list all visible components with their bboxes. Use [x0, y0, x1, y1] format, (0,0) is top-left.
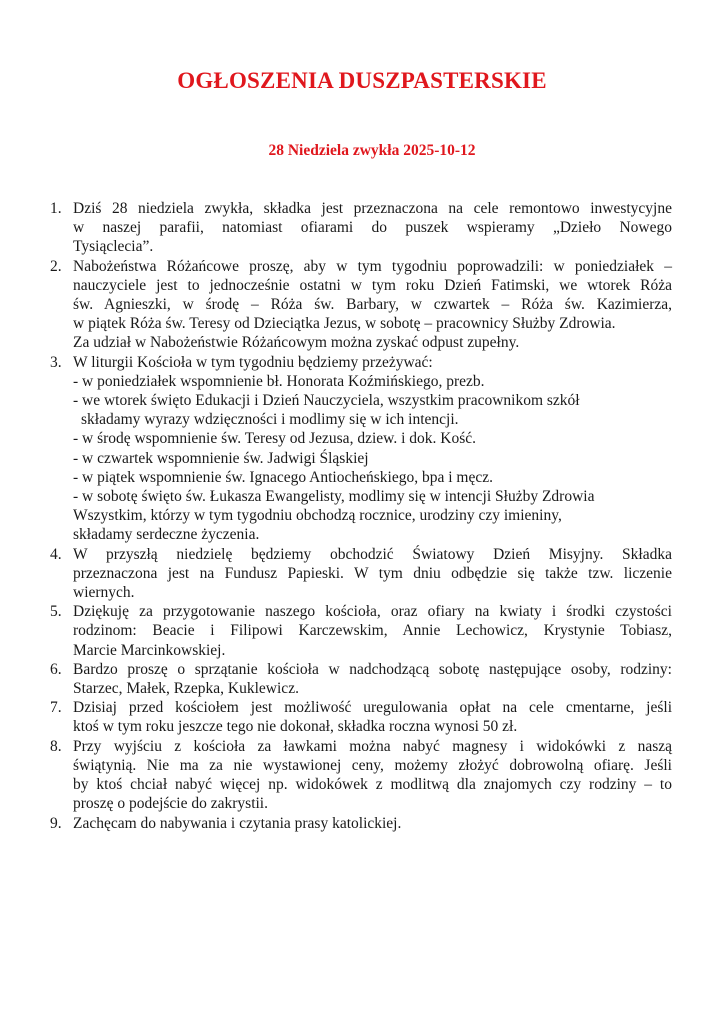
announcement-line: składamy serdeczne życzenia.: [73, 526, 260, 544]
announcement-number: 3.: [50, 353, 62, 371]
announcement-item: [50, 698, 672, 736]
announcement-line: - w środę wspomnienie św. Teresy od Jezusa, dziew. i dok. Kość.: [73, 430, 476, 448]
announcement-line: by ktoś chciał nabyć więcej np. widokówek z modlitwą dla znajomych czy rodziny – to: [73, 776, 672, 794]
announcement-number: 6.: [50, 660, 62, 678]
announcement-line: - w sobotę święto św. Łukasza Ewangelisty, modlimy się w intencji Służby Zdrowia: [73, 488, 595, 506]
announcement-number: 9.: [50, 814, 62, 832]
announcement-line: Starzec, Małek, Rzepka, Kuklewicz.: [73, 680, 299, 698]
announcement-line: św. Agnieszki, w środę – Róża św. Barbary, w czwartek – Róża św. Kazimierza,: [73, 296, 672, 314]
announcement-line: ktoś w tym roku jeszcze tego nie dokonał, składka roczna wynosi 50 zł.: [73, 718, 518, 736]
announcements-list: [50, 199, 672, 833]
announcement-line: Dzisiaj przed kościołem jest możliwość uregulowania opłat na cele cmentarne, jeśli: [73, 699, 672, 717]
announcement-line: - w czwartek wspomnienie św. Jadwigi Śląskiej: [73, 449, 369, 467]
announcement-line: proszę o podejście do zakrystii.: [73, 795, 268, 813]
announcement-number: 1.: [50, 200, 62, 217]
announcement-line: w naszej parafii, natomiast ofiarami do puszek wspieramy „Dzieło Nowego: [73, 219, 672, 237]
page-subtitle: 28 Niedziela zwykła 2025-10-12: [268, 142, 476, 159]
announcement-line: wiernych.: [73, 584, 135, 602]
announcement-line: - w piątek wspomnienie św. Ignacego Antiocheńskiego, bpa i męcz.: [73, 468, 493, 486]
announcement-line: rodzinom: Beacie i Filipowi Karczewskim, Annie Lechowicz, Krystynie Tobiasz,: [73, 622, 672, 640]
announcement-line: Bardzo proszę o sprzątanie kościoła w nadchodzącą sobotę następujące osoby, rodziny:: [73, 660, 672, 678]
announcement-number: 8.: [50, 737, 62, 755]
announcement-line: świątynią. Nie ma za nie wystawionej ceny, możemy złożyć dobrowolną ofiarę. Jeśli: [73, 756, 672, 774]
announcement-item: [50, 199, 672, 257]
announcement-line: Wszystkim, którzy w tym tygodniu obchodzą rocznice, urodziny czy imieniny,: [73, 507, 562, 525]
announcement-line: przeznaczona jest na Fundusz Papieski. W tym dniu odbędzie się także tzw. liczenie: [73, 564, 672, 582]
announcement-item: [50, 660, 672, 698]
announcement-line: Dziękuję za przygotowanie naszego kościoła, oraz ofiary na kwiaty i środki czystości: [73, 603, 672, 621]
announcement-line: Tysiąclecia”.: [73, 238, 154, 256]
announcement-line: W przyszłą niedzielę będziemy obchodzić Światowy Dzień Misyjny. Składka: [73, 545, 672, 563]
announcement-line: W liturgii Kościoła w tym tygodniu będziemy przeżywać:: [73, 353, 433, 371]
announcement-line: Zachęcam do nabywania i czytania prasy katolickiej.: [73, 814, 402, 832]
announcement-number: 5.: [50, 603, 62, 621]
announcement-item: [50, 814, 672, 833]
announcement-item: [50, 737, 672, 814]
announcement-number: 2.: [50, 257, 62, 275]
announcement-line: Nabożeństwa Różańcowe proszę, aby w tym tygodniu poprowadzili: w poniedziałek –: [73, 257, 672, 275]
page-title: OGŁOSZENIA DUSZPASTERSKIE: [177, 68, 547, 93]
announcement-item: [50, 257, 672, 353]
announcement-line: Marcie Marcinkowskiej.: [73, 641, 226, 659]
announcement-line: nauczyciele jest to jednocześnie ostatni w tym roku Dzień Fatimski, we wtorek Róża: [73, 276, 672, 294]
announcement-item: [50, 353, 672, 545]
announcement-line: składamy wyrazy wdzięczności i modlimy się w ich intencji.: [81, 411, 459, 429]
announcement-line: Dziś 28 niedziela zwykła, składka jest przeznaczona na cele remontowo inwestycyjne: [73, 200, 672, 217]
announcement-line: - w poniedziałek wspomnienie bł. Honorata Koźmińskiego, prezb.: [73, 372, 485, 390]
announcement-item: [50, 602, 672, 660]
announcement-line: - we wtorek święto Edukacji i Dzień Nauczyciela, wszystkim pracownikom szkół: [73, 392, 580, 410]
announcement-line: Za udział w Nabożeństwie Różańcowym można zyskać odpust zupełny.: [73, 334, 520, 352]
announcement-item: [50, 545, 672, 603]
announcement-line: w piątek Róża św. Teresy od Dzieciątka Jezus, w sobotę – pracownicy Służby Zdrowia.: [73, 315, 616, 333]
announcement-number: 7.: [50, 699, 62, 717]
announcement-line: Przy wyjściu z kościoła za ławkami można nabyć magnesy i widokówki z naszą: [73, 737, 672, 755]
announcement-number: 4.: [50, 545, 62, 563]
